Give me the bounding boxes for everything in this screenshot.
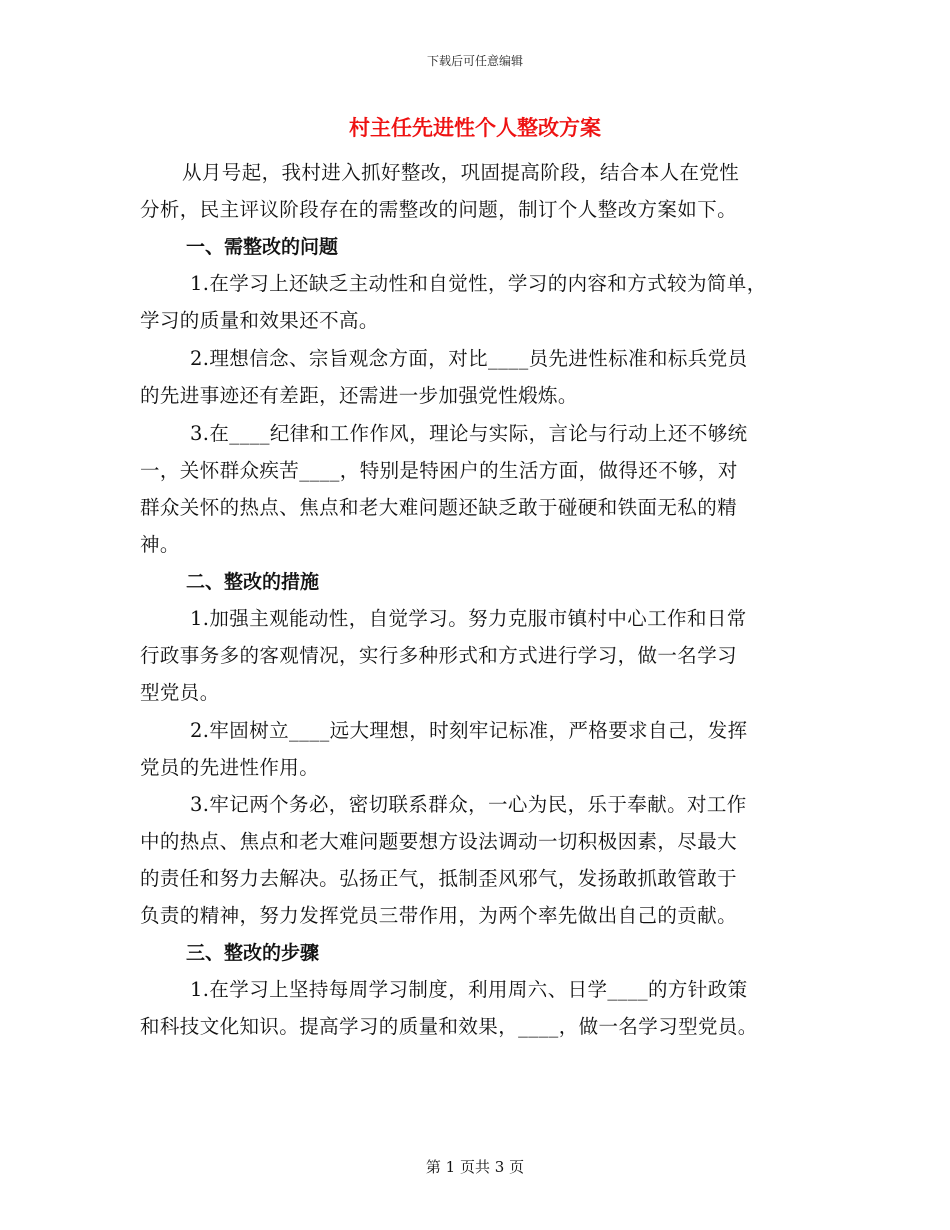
body-line: 分析，民主评议阶段存在的需整改的问题，制订个人整改方案如下。 [140,198,738,221]
body-line: 1.在学习上坚持每周学习制度，利用周六、日学____的方针政策 [190,978,748,1001]
body-line: 行政事务多的客观情况，实行多种形式和方式进行学习，做一名学习 [140,644,738,667]
page-footer: 第 1 页共 3 页 [425,1158,525,1176]
body-line: 学习的质量和效果还不高。 [140,309,379,332]
body-line: 的先进事迹还有差距，还需进一步加强党性煅炼。 [140,384,578,407]
section-heading: 二、整改的措施 [186,571,320,593]
body-line: 3.牢记两个务必，密切联系群众，一心为民，乐于奉献。对工作 [190,793,747,816]
body-line: 2.牢固树立____远大理想，时刻牢记标准，严格要求自己，发挥 [190,719,748,742]
document-title: 村主任先进性个人整改方案 [349,116,601,140]
body-line: 一，关怀群众疾苦____，特别是特困户的生活方面，做得还不够，对 [140,459,738,482]
body-line: 1.在学习上还缺乏主动性和自觉性，学习的内容和方式较为简单， [190,272,767,295]
body-line: 群众关怀的热点、焦点和老大难问题还缺乏敢于碰硬和铁面无私的精 [140,496,738,519]
body-line: 2.理想信念、宗旨观念方面，对比____员先进性标准和标兵党员 [190,347,748,370]
body-line: 中的热点、焦点和老大难问题要想方设法调动一切积极因素，尽最大 [140,830,738,853]
body-line: 从月号起，我村进入抓好整改，巩固提高阶段，结合本人在党性 [182,161,740,184]
header-note: 下载后可任意编辑 [426,54,523,68]
body-line: 负责的精神，努力发挥党员三带作用，为两个率先做出自己的贡献。 [140,904,738,927]
section-heading: 一、需整改的问题 [186,236,339,258]
body-line: 和科技文化知识。提高学习的质量和效果，____，做一名学习型党员。 [140,1015,758,1038]
body-line: 3.在____纪律和工作作风，理论与实际，言论与行动上还不够统 [190,422,748,445]
body-line: 1.加强主观能动性，自觉学习。努力克服市镇村中心工作和日常 [190,607,747,630]
body-line: 党员的先进性作用。 [140,756,320,779]
body-line: 型党员。 [140,681,220,704]
section-heading: 三、整改的步骤 [186,942,320,964]
body-line: 神。 [140,533,180,556]
body-line: 的责任和努力去解决。弘扬正气，抵制歪风邪气，发扬敢抓敢管敢于 [140,867,738,890]
